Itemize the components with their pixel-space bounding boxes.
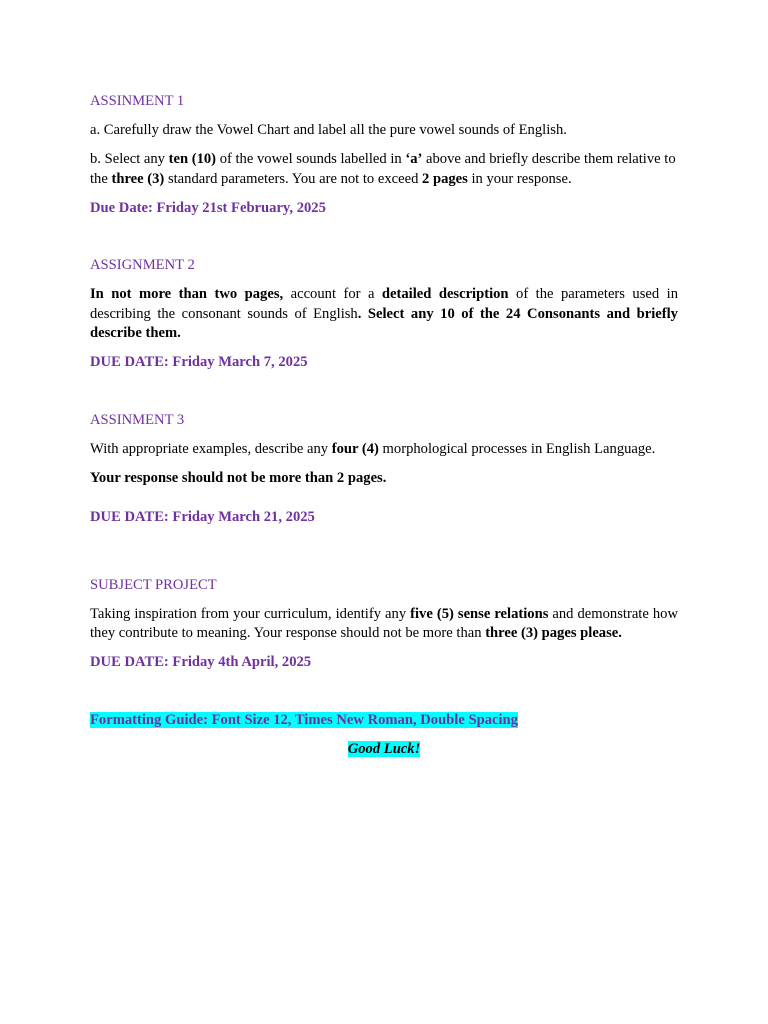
formatting-guide — [90, 711, 678, 731]
assignment-3-heading: ASSINMENT 3 — [90, 411, 185, 428]
document-page — [90, 92, 678, 759]
assignment-3-body: With appropriate examples, describe any four (4) morphological processes in English Language. — [90, 440, 656, 457]
assignment-1-item-a: a. Carefully draw the Vowel Chart and label all the pure vowel sounds of English. — [90, 122, 567, 138]
formatting-guide-text: Formatting Guide: Font Size 12, Times New Roman, Double Spacing — [90, 711, 518, 728]
assignment-3-note: Your response should not be more than 2 pages. — [90, 469, 387, 486]
assignment-3-due-date: DUE DATE: Friday March 21, 2025 — [90, 509, 315, 525]
subject-project-body: Taking inspiration from your curriculum, identify any five (5) sense relations and demonstrate how they contribute to meaning. Your response should not be more than three (3) pages please. — [90, 605, 678, 641]
good-luck-text: Good Luck! — [347, 740, 421, 757]
assignment-1-item-b: b. Select any ten (10) of the vowel sounds labelled in ‘a’ above and briefly describe them relative to the three (3) standard parameters. You are not to exceed 2 pages in your response. — [90, 151, 676, 187]
assignment-1-due-date: Due Date: Friday 21st February, 2025 — [90, 199, 326, 216]
assignment-1-heading: ASSINMENT 1 — [90, 93, 185, 109]
subject-project-heading: SUBJECT PROJECT — [90, 576, 217, 593]
assignment-2-heading: ASSIGNMENT 2 — [90, 257, 195, 273]
assignment-2-body: In not more than two pages, account for a detailed description of the parameters used in describing the consonant sounds of English. Select any 10 of the 24 Consonants and briefly describe them. — [90, 286, 678, 341]
assignment-2-due-date: DUE DATE: Friday March 7, 2025 — [90, 354, 308, 370]
subject-project-due-date: DUE DATE: Friday 4th April, 2025 — [90, 654, 312, 670]
good-luck-line — [90, 740, 678, 760]
